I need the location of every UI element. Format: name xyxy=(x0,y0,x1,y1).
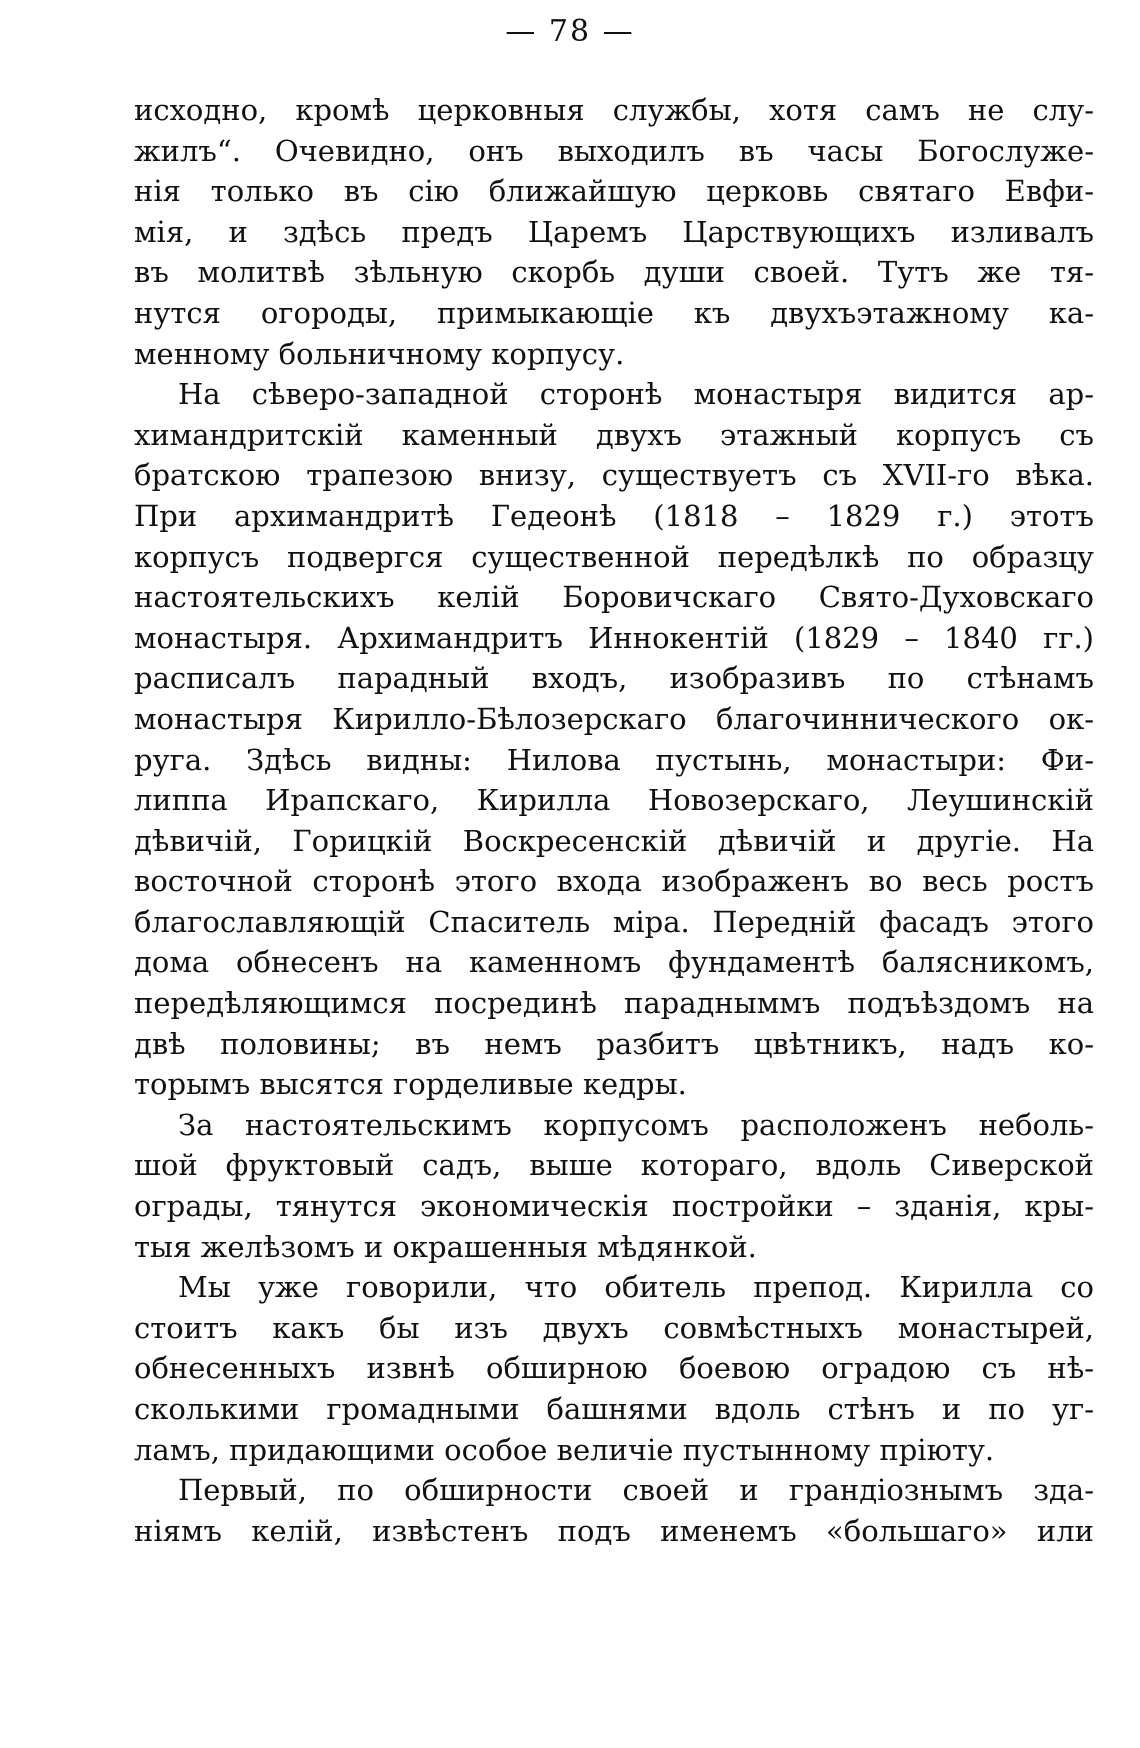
text-line: нія только въ сію ближайшую церковь святаго Евфи- xyxy=(134,174,1094,209)
text-line: шой фруктовый садъ, выше котораго, вдоль Сиверской xyxy=(134,1148,1094,1183)
text-line: Первый, по обширности своей и грандіознымъ зда- xyxy=(178,1473,1094,1508)
text-line: менному больничному корпусу. xyxy=(134,336,625,371)
paragraph-5 xyxy=(134,1470,1094,1551)
text-line: За настоятельскимъ корпусомъ расположенъ неболь- xyxy=(178,1107,1094,1142)
text-body xyxy=(134,90,1094,1551)
text-line: благославляющій Спаситель міра. Передній фасадъ этого xyxy=(134,904,1094,939)
text-line: обнесенныхъ извнѣ обширною боевою оградою съ нѣ- xyxy=(134,1351,1094,1386)
text-line: исходно, кромѣ церковныя службы, хотя самъ не слу- xyxy=(134,93,1094,127)
text-line: монастыря Кирилло-Бѣлозерскаго благочиннического ок- xyxy=(134,701,1094,736)
text-line: двѣ половины; въ немъ разбитъ цвѣтникъ, надъ ко- xyxy=(134,1026,1094,1061)
page-number: — 78 — xyxy=(505,14,635,49)
text-line: химандритскій каменный двухъ этажный корпусъ съ xyxy=(134,417,1094,452)
text-line: сколькими громадными башнями вдоль стѣнъ и по уг- xyxy=(134,1392,1094,1426)
text-line: братскою трапезою внизу, существуетъ съ XVII-го вѣка. xyxy=(134,458,1094,493)
text-line: тыя желѣзомъ и окрашенныя мѣдянкой. xyxy=(134,1229,757,1264)
text-line: ламъ, придающими особое величіе пустынному пріюту. xyxy=(134,1432,995,1467)
text-line: жилъ“. Очевидно, онъ выходилъ въ часы Богослуже- xyxy=(134,133,1094,168)
paragraph-1 xyxy=(134,90,1094,374)
text-line: руга. Здѣсь видны: Нилова пустынь, монастыри: Фи- xyxy=(134,742,1094,777)
text-line: нутся огороды, примыкающіе къ двухъэтажному ка- xyxy=(134,295,1094,330)
text-line: торымъ высятся горделивые кедры. xyxy=(134,1067,687,1102)
text-line: На сѣверо-западной сторонѣ монастыря видится ар- xyxy=(178,377,1094,412)
text-line: передѣляющимся посрединѣ парадныммъ подъѣздомъ на xyxy=(134,986,1094,1021)
text-line: корпусъ подвергся существенной передѣлкѣ по образцу xyxy=(134,539,1094,574)
text-line: ніямъ келій, извѣстенъ подъ именемъ «большаго» или xyxy=(134,1513,1094,1548)
text-line: стоитъ какъ бы изъ двухъ совмѣстныхъ монастырей, xyxy=(134,1310,1094,1345)
text-line: настоятельскихъ келій Боровичскаго Свято-Духовскаго xyxy=(134,580,1094,615)
paragraph-4 xyxy=(134,1267,1094,1470)
text-line: дѣвичій, Горицкій Воскресенскій дѣвичій и другіе. На xyxy=(134,823,1094,858)
text-line: въ молитвѣ зѣльную скорбь души своей. Тутъ же тя- xyxy=(134,255,1094,290)
text-line: расписалъ парадный входъ, изобразивъ по стѣнамъ xyxy=(134,661,1094,696)
paragraph-2 xyxy=(134,374,1094,1105)
text-line: монастыря. Архимандритъ Иннокентій (1829 – 1840 гг.) xyxy=(134,620,1094,655)
text-line: При архимандритѣ Гедеонѣ (1818 – 1829 г.) этотъ xyxy=(134,498,1094,533)
text-line: липпа Ирапскаго, Кирилла Новозерскаго, Леушинскій xyxy=(134,783,1094,818)
text-line: восточной сторонѣ этого входа изображенъ во весь ростъ xyxy=(134,864,1094,899)
text-line: Мы уже говорили, что обитель препод. Кирилла со xyxy=(178,1270,1094,1305)
text-line: дома обнесенъ на каменномъ фундаментѣ балясникомъ, xyxy=(134,945,1094,980)
paragraph-3 xyxy=(134,1105,1094,1267)
text-line: мія, и здѣсь предъ Царемъ Царствующихъ изливалъ xyxy=(134,214,1094,249)
text-line: ограды, тянутся экономическія постройки – зданія, кры- xyxy=(134,1189,1094,1224)
